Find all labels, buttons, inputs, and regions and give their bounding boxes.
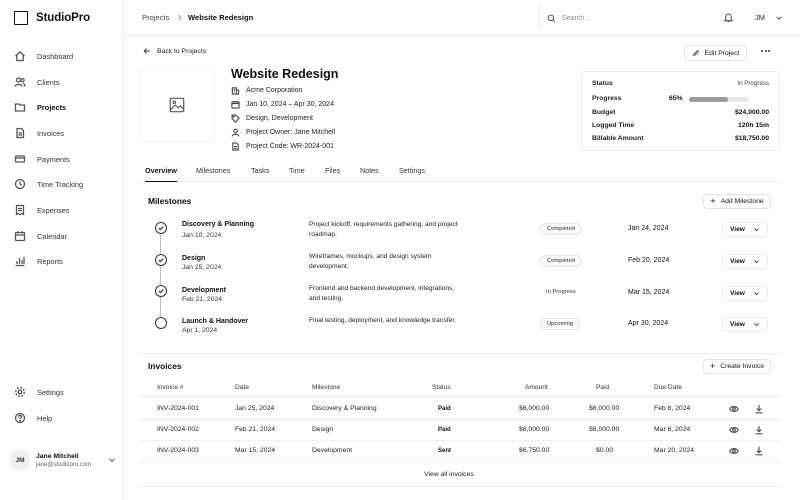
download-icon[interactable]: [754, 446, 766, 458]
invoice-paid: $0.00: [596, 447, 614, 454]
user-email: jane@studiopro.com: [36, 461, 92, 468]
create-invoice-button[interactable]: [703, 359, 771, 374]
status-badge: In Progress: [546, 289, 576, 295]
gear-icon: [14, 386, 26, 398]
project-tabs: [140, 166, 780, 182]
receipt-icon: [14, 204, 26, 216]
invoice-due-date: Mar 20, 2024: [654, 447, 695, 454]
invoice-status: Sent: [438, 448, 452, 454]
bell-icon[interactable]: [723, 12, 734, 23]
milestone-due-date: Jan 24, 2024: [628, 225, 669, 232]
calendar-icon: [231, 100, 240, 109]
invoice-date: Feb 21, 2024: [235, 426, 276, 433]
tab-time[interactable]: Time: [289, 166, 305, 175]
user-name: Jane Mitchell: [36, 452, 79, 460]
column-header-status: Status: [432, 384, 451, 391]
view-milestone-button[interactable]: [722, 254, 768, 269]
user-initials[interactable]: JM: [755, 13, 765, 22]
sidebar-item-label: Settings: [37, 387, 64, 397]
milestone-due-date: Mar 15, 2024: [628, 289, 670, 296]
sidebar-item-reports[interactable]: [14, 254, 63, 268]
milestone-name: Launch & Handover: [182, 318, 249, 325]
table-row-divider: [140, 419, 780, 420]
download-icon[interactable]: [754, 404, 766, 416]
sidebar-item-label: Help: [37, 413, 53, 423]
milestone-description: Wireframes, mockups, and design system development.: [309, 253, 432, 270]
sidebar-item-projects[interactable]: [14, 100, 66, 114]
view-all-invoices-link[interactable]: View all invoices: [424, 471, 474, 478]
progress-bar: [689, 97, 749, 102]
sidebar-item-calendar[interactable]: [14, 229, 67, 243]
sidebar-item-label: Invoices: [37, 128, 65, 138]
app-logo[interactable]: [14, 11, 90, 25]
tags-text: Design, Development: [246, 115, 313, 122]
back-label: Back to Projects: [157, 47, 207, 55]
eye-icon[interactable]: [729, 446, 741, 458]
app-name: StudioPro: [36, 12, 91, 24]
chevron-down-icon: [753, 321, 760, 328]
sidebar-item-help[interactable]: [14, 411, 52, 425]
invoice-due-date: Feb 8, 2024: [654, 405, 691, 412]
breadcrumb-current: Website Redesign: [188, 13, 254, 22]
logo-square-icon: [14, 11, 28, 25]
stat-label: Logged Time: [592, 122, 635, 129]
invoice-number[interactable]: INV-2024-003: [157, 447, 199, 454]
column-header-invoice: Invoice #: [157, 384, 184, 391]
view-label: View: [730, 258, 745, 265]
sidebar-item-dashboard[interactable]: [14, 49, 73, 63]
sidebar-item-payments[interactable]: [14, 152, 70, 166]
sidebar-item-time-tracking[interactable]: [14, 177, 83, 191]
pencil-icon: [692, 49, 700, 57]
tab-settings[interactable]: Settings: [399, 166, 425, 175]
create-invoice-label: Create Invoice: [720, 363, 765, 370]
status-badge: Upcoming: [540, 318, 580, 330]
stat-label: Progress: [592, 95, 622, 102]
invoice-due-date: Mar 6, 2024: [654, 426, 691, 433]
chevron-down-icon: [753, 226, 760, 233]
section-divider: [140, 353, 780, 354]
column-header-milestone: Milestone: [312, 384, 341, 391]
chevron-down-icon: [753, 290, 760, 297]
add-milestone-button[interactable]: [703, 194, 771, 209]
column-header-amount: Amount: [525, 384, 548, 391]
stat-label: Budget: [592, 109, 616, 116]
sidebar-item-label: Payments: [37, 154, 70, 164]
column-header-paid: Paid: [596, 384, 610, 391]
clock-icon: [14, 178, 26, 190]
back-to-projects-link[interactable]: [143, 47, 206, 55]
invoice-milestone: Development: [312, 447, 353, 454]
add-milestone-label: Add Milestone: [720, 198, 764, 205]
users-icon: [14, 76, 26, 88]
view-milestone-button[interactable]: [722, 286, 768, 301]
project-dates: [231, 100, 334, 109]
tab-notes[interactable]: Notes: [360, 166, 379, 175]
progress-value: 65%: [669, 95, 683, 102]
project-code: [231, 142, 334, 151]
sidebar-item-label: Dashboard: [37, 51, 74, 61]
payments-icon: [14, 153, 26, 165]
project-owner: [231, 128, 335, 137]
invoice-paid: $6,000.00: [589, 426, 620, 433]
invoices-title: Invoices: [148, 361, 182, 371]
chevron-down-icon: [108, 456, 116, 464]
folder-icon: [14, 101, 26, 113]
milestone-date: Jan 10, 2024: [182, 232, 222, 239]
check-circle-icon: [155, 222, 167, 234]
home-icon: [14, 50, 26, 62]
breadcrumb-projects[interactable]: Projects: [142, 13, 170, 22]
sidebar-item-label: Clients: [37, 77, 60, 87]
column-header-due-date: Due Date: [654, 384, 682, 391]
search-input[interactable]: [562, 15, 682, 22]
sidebar-item-label: Time Tracking: [37, 179, 84, 189]
milestones-title: Milestones: [148, 196, 192, 206]
table-row-divider: [140, 440, 780, 441]
status-badge: Completed: [540, 223, 582, 235]
document-icon: [14, 127, 26, 139]
building-icon: [231, 86, 240, 95]
stat-label: Status: [592, 80, 613, 87]
view-milestone-button[interactable]: [722, 317, 768, 332]
milestone-date: Apr 1, 2024: [182, 327, 218, 334]
edit-project-button[interactable]: [684, 45, 747, 61]
logged-time-value: 120h 15m: [738, 122, 769, 129]
billable-value: $18,750.00: [734, 135, 769, 142]
tab-tasks[interactable]: Tasks: [251, 166, 270, 175]
chevron-down-icon[interactable]: [775, 14, 783, 22]
chevron-down-icon: [753, 258, 760, 265]
top-bar: [124, 0, 800, 36]
project-tags: [231, 114, 313, 123]
sidebar-item-invoices[interactable]: [14, 126, 64, 140]
empty-circle-icon: [155, 317, 167, 329]
chevron-right-icon: [176, 14, 183, 21]
tab-overview[interactable]: Overview: [145, 166, 177, 182]
more-options-icon[interactable]: [761, 50, 770, 52]
sidebar-item-clients[interactable]: [14, 75, 60, 89]
invoice-milestone: Design: [312, 426, 334, 433]
calendar-icon: [14, 230, 26, 242]
arrow-left-icon: [143, 47, 151, 55]
plus-icon: +: [709, 361, 716, 371]
budget-value: $24,000.00: [734, 109, 769, 116]
column-header-date: Date: [235, 384, 249, 391]
sidebar-item-settings[interactable]: [14, 385, 64, 399]
table-row-divider: [140, 462, 780, 463]
invoice-amount: $6,000.00: [519, 426, 550, 433]
project-thumbnail: [140, 68, 214, 142]
table-divider: [140, 396, 780, 397]
milestone-description: Frontend and backend development, integrations, and testing.: [309, 285, 455, 302]
image-placeholder-icon: [168, 96, 186, 114]
user-icon: [231, 128, 240, 137]
view-label: View: [730, 290, 745, 297]
stat-label: Billable Amount: [592, 135, 644, 142]
plus-icon: +: [710, 196, 716, 206]
status-value: In Progress: [737, 80, 769, 87]
milestone-description: Final testing, deployment, and knowledge transfer.: [309, 317, 456, 324]
view-label: View: [730, 226, 745, 233]
chart-icon: [14, 255, 26, 267]
milestone-date: Jan 25, 2024: [182, 264, 222, 271]
invoice-status: Paid: [438, 427, 451, 433]
owner-text: Project Owner: Jane Mitchell: [246, 129, 336, 136]
sidebar-item-expenses[interactable]: [14, 203, 69, 217]
sidebar-item-label: Expenses: [37, 205, 70, 215]
project-client: [231, 86, 302, 95]
sidebar-item-label: Calendar: [37, 231, 67, 241]
invoice-paid: $6,000.00: [589, 405, 620, 412]
invoice-milestone: Discovery & Planning: [312, 405, 377, 412]
milestone-name: Development: [182, 287, 226, 294]
milestone-name: Discovery & Planning: [182, 221, 254, 228]
milestone-due-date: Apr 30, 2024: [628, 320, 669, 327]
search-bar: [539, 6, 709, 30]
milestone-due-date: Feb 20, 2024: [628, 257, 670, 264]
tab-milestones[interactable]: Milestones: [196, 166, 231, 175]
sidebar-item-label: Projects: [37, 102, 67, 112]
progress-bar-fill: [689, 97, 728, 102]
help-icon: [14, 412, 26, 424]
invoice-amount: $6,000.00: [519, 405, 550, 412]
tab-files[interactable]: Files: [325, 166, 341, 175]
search-icon: [547, 14, 556, 23]
check-circle-icon: [155, 254, 167, 266]
edit-label: Edit Project: [704, 49, 740, 57]
project-stats-card: [581, 71, 780, 151]
view-milestone-button[interactable]: [722, 222, 768, 237]
status-badge: Completed: [540, 255, 582, 267]
document-icon: [231, 142, 240, 151]
date-range: Jan 10, 2024 – Apr 30, 2024: [246, 101, 334, 108]
sidebar: [0, 0, 124, 500]
client-name: Acme Corporation: [246, 87, 303, 94]
milestone-timeline-line: [160, 234, 161, 322]
invoice-date: Jan 25, 2024: [235, 405, 275, 412]
invoice-status: Paid: [438, 406, 451, 412]
check-circle-icon: [155, 285, 167, 297]
section-divider: [140, 486, 780, 487]
eye-icon[interactable]: [729, 404, 741, 416]
milestone-description: Project kickoff, requirements gathering, and project roadmap.: [309, 221, 458, 238]
eye-icon[interactable]: [729, 425, 741, 437]
sidebar-item-label: Reports: [37, 256, 63, 266]
invoice-amount: $6,750.00: [519, 447, 550, 454]
avatar: JM: [10, 450, 30, 470]
milestone-date: Feb 21, 2024: [182, 296, 223, 303]
download-icon[interactable]: [754, 425, 766, 437]
project-title: Website Redesign: [231, 67, 339, 81]
invoice-number[interactable]: INV-2024-002: [157, 426, 199, 433]
tag-icon: [231, 114, 240, 123]
code-text: Project Code: WR-2024-001: [246, 143, 334, 150]
view-label: View: [730, 321, 745, 328]
milestone-name: Design: [182, 255, 206, 262]
invoice-date: Mar 15, 2024: [235, 447, 276, 454]
user-menu[interactable]: [10, 450, 116, 470]
invoice-number[interactable]: INV-2024-001: [157, 405, 199, 412]
